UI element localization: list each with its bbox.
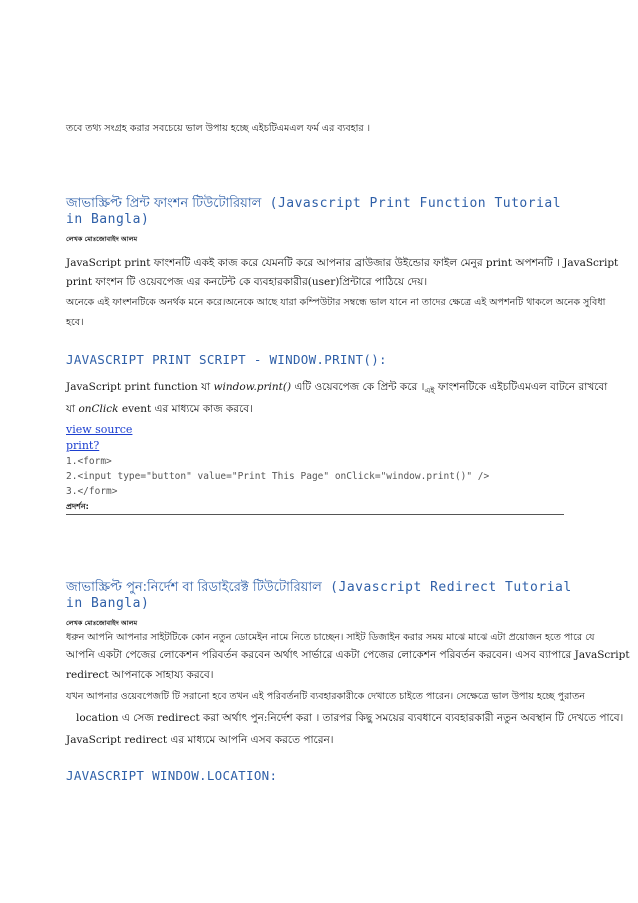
para4-text-a: যা [66,403,79,415]
section2-para1-line3: redirect আপনাকে সাহায্য করবে। [66,669,214,681]
section1-author: লেখক মোঃজোবাইদ আলম [66,235,138,243]
para3-code: window.print() [213,381,292,393]
para3-text-c: ফাংশনটিকে এইচটিএমএল বাটনে রাখবো [434,381,608,393]
para3-text-a: JavaScript print function যা [66,381,214,393]
section2-para2-line2: location এ সেজ redirect করা অর্থাৎ পুন:নির্দেশ করা । তারপর কিছু সময়ের ব্যবধানে ব্যবহারকারী নতুন অবস্থান টি দেখতে পাবে। [76,712,624,724]
section2-para1-line1: ধরুন আপনি আপনার সাইটটিকে কোন নতুন ডোমেইন নামে নিতে চাচ্ছেন। সাইট ডিজাইন করার সময় মাঝে মাঝে এটা প্রয়োজন হতে পারে যে [66,632,595,643]
section1-title-en: (Javascript Print Function Tutorial [269,196,562,211]
view-source-link[interactable]: view source [66,423,133,436]
section1-title-line2: in Bangla) [66,212,150,227]
code-line-2: 2.<input type="button" value="Print This Page" onClick="window.print()" /> [66,471,490,482]
para3-subscript: এই [424,386,435,396]
section1-para1-line2: print ফাংশন টি ওয়েবপেজ এর কনটেন্ট কে ব্যবহারকারীর(user)প্রিন্টারে পাঠিয়ে দেয়। [66,276,428,288]
section-divider [66,514,564,515]
para4-text-b: event এর মাধ্যমে কাজ করবে। [118,403,253,415]
section2-author: লেখক মোঃজোবাইদ আলম [66,619,138,627]
section1-title-bn: জাভাস্ক্রিপ্ট প্রিন্ট ফাংশন টিউটোরিয়াল [66,196,262,211]
para3-text-b: এটি ওয়েবপেজ কে প্রিন্ট করে । [291,381,425,393]
section2-para3: JavaScript redirect এর মাধ্যমে আপনি এসব করতে পারেন। [66,734,334,746]
section2-subheading: JAVASCRIPT WINDOW.LOCATION: [66,768,278,783]
code-line-3: 3.</form> [66,486,118,497]
section1-para1-line1: JavaScript print ফাংশনটি একই কাজ করে যেমনটি করে আপনার ব্রাউজার উইন্ডোর ফাইল মেনুর print অপশনটি । JavaScript [66,257,619,269]
section2-title-line2: in Bangla) [66,596,150,611]
section1-para4 [66,402,253,419]
section2-para1-line2: আপনি একটা পেজের লোকেশন পরিবর্তন করবেন অর্থাৎ সার্ভারে একটা পেজের লোকেশন পরিবর্তন করবেন। এসব ব্যাপারে JavaScript [66,649,630,661]
section1-para3 [66,380,607,398]
para4-code: onClick [78,403,119,415]
print-link[interactable]: print? [66,439,100,452]
section2-para2-line1: যখন আপনার ওয়েবপেজটি টি সরানো হবে তখন এই পরিবর্তনটি ব্যবহারকারীকে দেখাতে চাইতে পারেন। সেক্ষেত্রে ভাল উপায় হচ্ছে পুরাতন [66,691,585,702]
section1-para2-line1: অনেকে এই ফাংশনটিকে অনর্থক মনে করে।অনেকে আছে যারা কম্পিউটার সম্বন্ধে ভাল যানে না তাদের ক্ষেত্রে এই অপশনটি থাকলে অনেক সুবিধা [66,297,606,308]
section2-title-en: (Javascript Redirect Tutorial [330,580,572,595]
code-line-1: 1.<form> [66,456,112,467]
demo-label: প্রদর্শন: [66,502,89,511]
intro-line: তবে তথ্য সংগ্রহ করার সবচেয়ে ভাল উপায় হচ্ছে এইচটিএমএল ফর্ম এর ব্যবহার । [66,123,371,134]
section1-subheading: JAVASCRIPT PRINT SCRIPT - WINDOW.PRINT(): [66,352,387,367]
section1-para2-line2: হবে। [66,317,84,328]
section2-title-bn: জাভাস্ক্রিপ্ট পুন:নির্দেশ বা রিডাইরেক্ট টিউটোরিয়াল [66,580,322,595]
